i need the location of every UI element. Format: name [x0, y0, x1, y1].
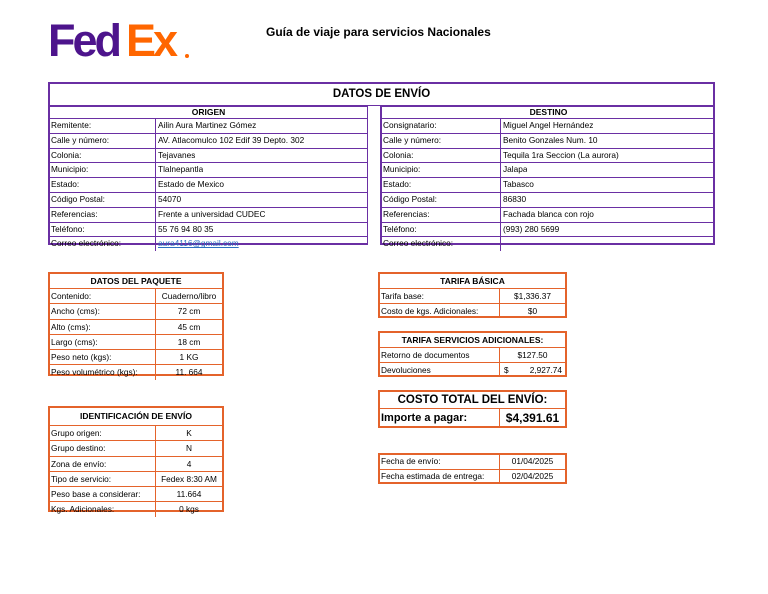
- svg-text:Fed: Fed: [48, 18, 120, 62]
- identification-value: 4: [186, 458, 192, 469]
- package-row: [50, 320, 222, 335]
- origin-row: [50, 134, 367, 149]
- destination-label: Municipio:: [382, 163, 501, 177]
- destination-row: [382, 163, 715, 178]
- package-value: 72 cm: [177, 306, 201, 317]
- destination-value: Tabasco: [503, 179, 534, 190]
- shipping-data-table: [48, 82, 715, 249]
- basic-rate-table: [378, 272, 567, 318]
- origin-section: [50, 106, 369, 249]
- origin-value: Frente a universidad CUDEC: [158, 208, 266, 219]
- destination-label: Colonia:: [382, 149, 501, 163]
- total-cost-table: [378, 390, 567, 428]
- destination-title: DESTINO: [382, 106, 715, 119]
- svg-text:Ex: Ex: [126, 18, 176, 62]
- destination-label: Teléfono:: [382, 223, 501, 237]
- identification-row: [50, 426, 222, 441]
- package-label: Peso neto (kgs):: [50, 350, 156, 364]
- origin-row: [50, 163, 367, 178]
- identification-title: IDENTIFICACIÓN DE ENVÍO: [50, 408, 222, 426]
- additional-row: [380, 348, 565, 363]
- identification-value: 11.664: [176, 489, 202, 500]
- package-row: [50, 304, 222, 319]
- package-data-title: DATOS DEL PAQUETE: [50, 274, 222, 289]
- destination-label: Referencias:: [382, 208, 501, 222]
- total-row: [380, 409, 565, 427]
- basic-rate-title: TARIFA BÁSICA: [380, 274, 565, 289]
- identification-row: [50, 472, 222, 487]
- origin-label: Calle y número:: [50, 134, 156, 148]
- date-value: 02/04/2025: [511, 470, 554, 481]
- identification-value: Fedex 8:30 AM: [161, 473, 217, 484]
- additional-services-table: [378, 331, 567, 377]
- origin-label: Colonia:: [50, 149, 156, 163]
- date-row: [380, 455, 565, 470]
- identification-row: [50, 441, 222, 456]
- fedex-logo: [48, 18, 190, 62]
- origin-row: [50, 119, 367, 134]
- package-row: [50, 365, 222, 379]
- origin-value: Ailin Aura Martinez Gómez: [158, 120, 257, 130]
- destination-label: Calle y número:: [382, 134, 501, 148]
- identification-value: 0 kgs: [179, 504, 199, 515]
- destination-label: Correo electrónico:: [382, 237, 501, 251]
- origin-value: Tlalnepantla: [158, 164, 204, 175]
- package-value: 11. 664: [175, 367, 203, 378]
- destination-row: [382, 178, 715, 193]
- date-value: 01/04/2025: [511, 456, 554, 466]
- package-value: 45 cm: [177, 321, 201, 332]
- total-value: $4,391.61: [505, 411, 560, 425]
- origin-value: Estado de Mexico: [158, 179, 224, 190]
- identification-value: N: [186, 443, 192, 454]
- destination-value: (993) 280 5699: [503, 223, 560, 234]
- origin-label: Correo electrónico:: [50, 237, 156, 251]
- total-cost-title: COSTO TOTAL DEL ENVÍO:: [380, 392, 565, 409]
- additional-row: [380, 363, 565, 377]
- identification-label: Peso base a considerar:: [50, 487, 156, 501]
- destination-value: Miguel Angel Hernández: [503, 120, 594, 130]
- origin-row: [50, 149, 367, 164]
- additional-services-title: TARIFA SERVICIOS ADICIONALES:: [380, 333, 565, 348]
- package-row: [50, 289, 222, 304]
- package-value: Cuaderno/libro: [161, 291, 217, 301]
- package-label: Alto (cms):: [50, 320, 156, 334]
- identification-row: [50, 502, 222, 516]
- additional-label: Retorno de documentos: [380, 348, 500, 362]
- destination-value: 86830: [503, 193, 527, 204]
- destination-row: [382, 149, 715, 164]
- identification-value: K: [186, 428, 192, 438]
- origin-label: Código Postal:: [50, 193, 156, 207]
- origin-value: Tejavanes: [158, 149, 196, 160]
- package-label: Peso volumétrico (kgs):: [50, 365, 156, 379]
- destination-section: [380, 106, 715, 249]
- destination-row: [382, 193, 715, 208]
- destination-row: [382, 119, 715, 134]
- shipping-data-title: DATOS DE ENVÍO: [50, 84, 713, 107]
- package-label: Contenido:: [50, 289, 156, 303]
- destination-row: [382, 223, 715, 238]
- dates-table: [378, 453, 567, 484]
- package-label: Largo (cms):: [50, 335, 156, 349]
- destination-row: [382, 208, 715, 223]
- origin-value: 54070: [158, 193, 182, 204]
- column-gap: [368, 106, 380, 245]
- date-label: Fecha estimada de entrega:: [380, 470, 500, 484]
- destination-value: Benito Gonzales Num. 10: [503, 134, 598, 145]
- document-title: Guía de viaje para servicios Nacionales: [266, 25, 491, 39]
- destination-value: [501, 237, 503, 251]
- total-label: Importe a pagar:: [380, 409, 500, 427]
- origin-label: Municipio:: [50, 163, 156, 177]
- additional-value: [500, 363, 565, 377]
- identification-label: Grupo destino:: [50, 441, 156, 455]
- origin-row: [50, 208, 367, 223]
- origin-row: [50, 193, 367, 208]
- identification-row: [50, 487, 222, 502]
- origin-row: [50, 223, 367, 238]
- package-row: [50, 350, 222, 365]
- identification-label: Tipo de servicio:: [50, 472, 156, 486]
- basic-rate-label: Tarifa base:: [380, 289, 500, 303]
- identification-row: [50, 457, 222, 472]
- package-label: Ancho (cms):: [50, 304, 156, 318]
- origin-value: 55 76 94 80 35: [158, 223, 214, 234]
- origin-label: Estado:: [50, 178, 156, 192]
- date-row: [380, 470, 565, 484]
- additional-label: Devoluciones: [380, 363, 500, 377]
- origin-row: [50, 178, 367, 193]
- destination-row: [382, 237, 715, 251]
- destination-value: Tequila 1ra Seccion (La aurora): [503, 149, 619, 160]
- destination-value: Jalapa: [503, 164, 528, 175]
- basic-rate-label: Costo de kgs. Adicionales:: [380, 304, 500, 318]
- basic-rate-row: [380, 304, 565, 318]
- destination-label: Estado:: [382, 178, 501, 192]
- basic-rate-row: [380, 289, 565, 304]
- origin-label: Teléfono:: [50, 223, 156, 237]
- origin-row: [50, 237, 367, 251]
- currency-symbol: $: [504, 365, 509, 375]
- identification-label: Zona de envío:: [50, 457, 156, 471]
- email-link[interactable]: aura4116@gmail.com: [158, 238, 239, 249]
- origin-label: Remitente:: [50, 119, 156, 133]
- destination-row: [382, 134, 715, 149]
- destination-value: Fachada blanca con rojo: [503, 208, 594, 219]
- package-data-table: [48, 272, 224, 376]
- identification-label: Grupo origen:: [50, 426, 156, 440]
- date-label: Fecha de envío:: [380, 455, 500, 469]
- package-value: 1 KG: [179, 352, 199, 363]
- additional-value: $127.50: [517, 350, 548, 360]
- destination-label: Código Postal:: [382, 193, 501, 207]
- destination-label: Consignatario:: [382, 119, 501, 133]
- refund-amount: 2,927.74: [529, 365, 562, 375]
- basic-rate-value: $1,336.37: [514, 291, 551, 301]
- package-value: 18 cm: [177, 336, 201, 347]
- origin-value: AV. Atlacomulco 102 Edif 39 Depto. 302: [158, 134, 305, 145]
- identification-label: Kgs. Adicionales:: [50, 502, 156, 516]
- basic-rate-value: $0: [527, 306, 538, 316]
- origin-label: Referencias:: [50, 208, 156, 222]
- origin-title: ORIGEN: [50, 106, 367, 119]
- package-row: [50, 335, 222, 350]
- shipment-identification-table: [48, 406, 224, 515]
